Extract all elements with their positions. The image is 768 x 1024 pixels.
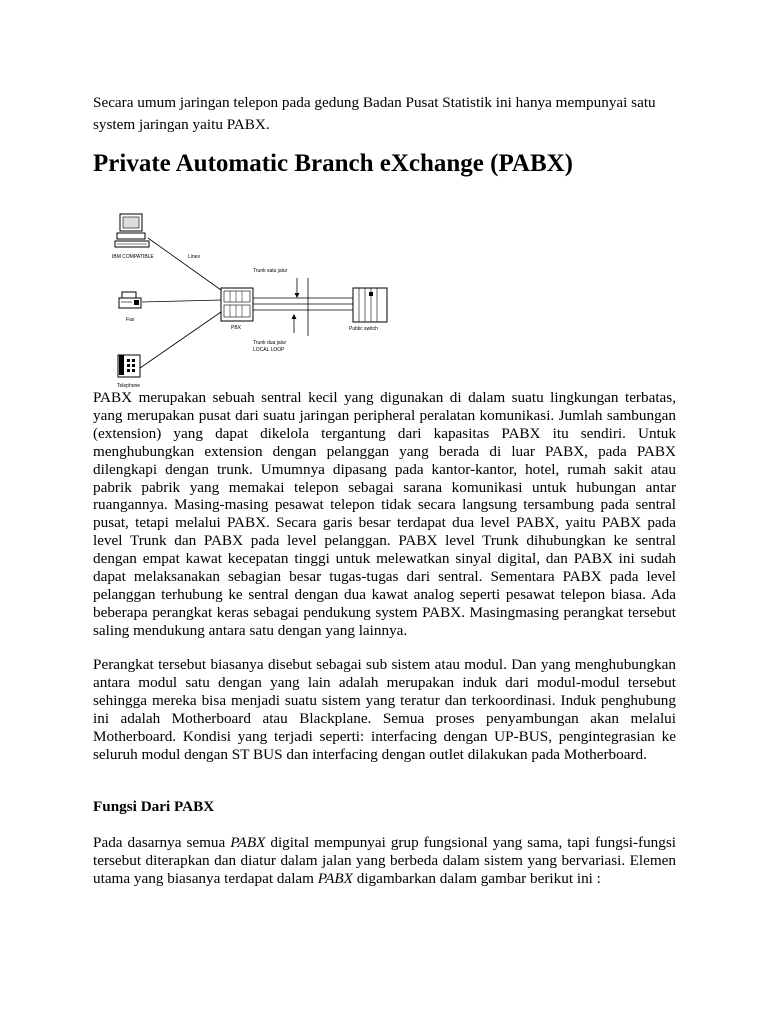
intro-line-1: Secara umum jaringan telepon pada gedung Badan Pusat Statistik ini hanya mempunyai satu xyxy=(93,94,656,111)
subheading-fungsi: Fungsi Dari PABX xyxy=(93,798,215,815)
pbx-label: PBX xyxy=(231,325,242,331)
paragraph-fungsi-part2: digital mempunyai grup fungsional yang sama, tapi fungsi-fungsi tersebut diterapkan dan diatur dalam jalan yang berbeda dalam sistem yang bervariasi. Elemen utama yang biasanya terdapat dalam xyxy=(93,834,676,887)
ibm-label: IBM COMPATIBLE xyxy=(112,254,154,260)
paragraph-pabx-description: PABX merupakan sebuah sentral kecil yang digunakan di dalam suatu lingkungan terbatas, yang merupakan pusat dari suatu jaringan peripheral peralatan komunikasi. Jumlah sambungan (extension) yang dapat dikelola tergantung dari kapasitas PABX itu sendiri. Untuk menghubungkan extension dengan pelanggan yang berada di luar PABX, pada PABX dilengkapi dengan trunk. Umumnya dipasang pada kantor-kantor, hotel, rumah sakit atau pabrik pabrik yang memakai telepon sebagai sarana komunikasi untuk hubungan antar ruangannya. Masing-masing pesawat telepon tidak secara langsung tersambung pada sentral pusat, tetapi melalui PABX. Secara garis besar terdapat dua level PABX, yaitu PABX pada level Trunk dan PABX pada level pelanggan. PABX level Trunk dihubungkan ke sentral dengan empat kawat kecepatan tinggi untuk melewatkan sinyal digital, dan PABX ini sudah dapat melaksanakan sebagian besar tugas-tugas dari sentral. Sementara PABX pada level pelanggan terhubung ke sentral dengan dua kawat analog seperti pesawat telepon biasa. Ada beberapa perangkat keras sebagai pendukung system PABX. Masingmasing perangkat tersebut saling mendukung antara satu dengan yang lainnya. xyxy=(93,389,676,639)
pabx-emphasis: PABX xyxy=(317,869,353,887)
paragraph-modules: Perangkat tersebut biasanya disebut sebagai sub sistem atau modul. Dan yang menghubungkan antara modul satu dengan yang lain adalah merupakan induk dari modul-modul tersebut sehingga mereka bisa menjadi suatu sistem yang teratur dan terkoordinasi. Induk penghubung ini adalah Motherboard atau Blackplane. Semua proses penyambungan akan melalui Motherboard. Kondisi yang terjadi seperti: interfacing dengan UP-BUS, pengintegrasian ke seluruh modul dengan ST BUS dan interfacing dengan outlet dilakukan pada Motherboard. xyxy=(93,656,676,763)
fax-icon xyxy=(119,292,141,308)
telephone-icon xyxy=(118,355,140,377)
pabx-emphasis: PABX xyxy=(230,834,266,851)
intro-paragraph xyxy=(93,92,693,136)
pabx-diagram xyxy=(110,208,400,390)
fax-label: Fax xyxy=(126,317,135,323)
public-switch-label: Public switch xyxy=(349,326,378,332)
paragraph-fungsi-part3: digambarkan dalam gambar berikut ini : xyxy=(352,869,601,887)
telephone-label: Telephone xyxy=(117,383,141,389)
paragraph-fungsi-part1: Pada dasarnya semua xyxy=(93,834,231,851)
trunk-bottom-label: Trunk dua jalur xyxy=(253,340,287,346)
public-switch-icon xyxy=(353,288,387,322)
trunk-top-label: Trunk satu jalur xyxy=(253,268,288,274)
section-heading: Private Automatic Branch eXchange (PABX) xyxy=(93,150,574,177)
lines-label: Lines xyxy=(188,254,200,260)
pbx-icon xyxy=(221,288,253,321)
computer-icon xyxy=(115,214,149,247)
paragraph-fungsi xyxy=(93,834,676,888)
local-loop-label: LOCAL LOOP xyxy=(253,347,285,353)
intro-line-2: system jaringan yaitu PABX. xyxy=(93,116,270,133)
